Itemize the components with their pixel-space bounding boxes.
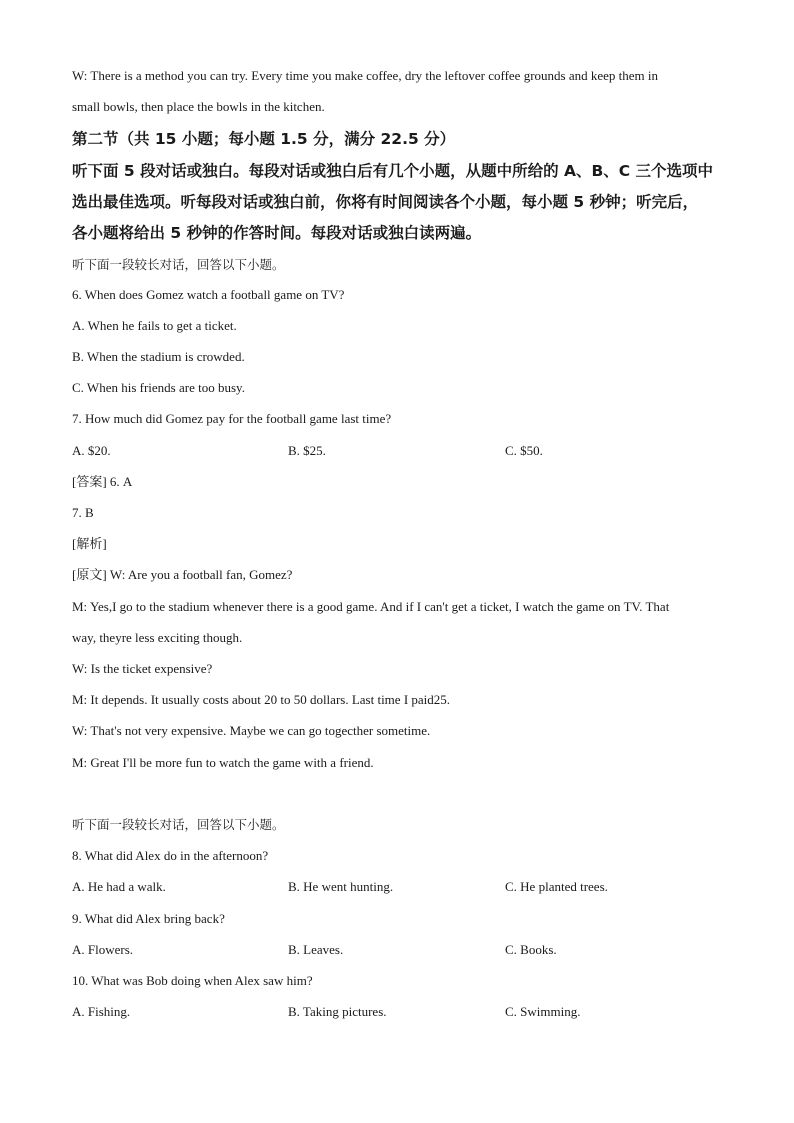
question-8-option-b: B. He went hunting. — [288, 879, 394, 894]
question-10-option-a: A. Fishing. — [72, 1004, 131, 1019]
question-8-option-c: C. He planted trees. — [505, 879, 608, 894]
transcript-line-7: M: Great I'll be more fun to watch the game with a friend. — [72, 755, 374, 770]
question-10-option-c: C. Swimming. — [505, 1004, 581, 1019]
question-8: 8. What did Alex do in the afternoon? — [72, 848, 269, 863]
question-7-option-a: A. $20. — [72, 443, 111, 458]
question-8-option-a: A. He had a walk. — [72, 879, 166, 894]
transcript-line-5: M: It depends. It usually costs about 20 to 50 dollars. Last time I paid25. — [72, 692, 451, 707]
question-6: 6. When does Gomez watch a football game on TV? — [72, 287, 345, 302]
question-6-option-c: C. When his friends are too busy. — [72, 380, 245, 395]
question-10: 10. What was Bob doing when Alex saw him? — [72, 973, 313, 988]
answer-6: [答案] 6. A — [72, 474, 133, 489]
question-6-option-a: A. When he fails to get a ticket. — [72, 318, 237, 333]
analysis-label: [解析] — [72, 536, 107, 551]
question-7: 7. How much did Gomez pay for the football game last time? — [72, 411, 392, 426]
question-6-option-b: B. When the stadium is crowded. — [72, 349, 245, 364]
question-7-option-c: C. $50. — [505, 443, 543, 458]
question-9-option-b: B. Leaves. — [288, 942, 344, 957]
instruction-line-1: 听下面 5 段对话或独白。每段对话或独白后有几个小题，从题中所给的 A、B、C 三个选项中 — [72, 162, 714, 180]
answer-7: 7. B — [72, 505, 94, 520]
transcript-line-2: M: Yes,I go to the stadium whenever there is a good game. And if I can't get a ticket, I watch the game on TV. That — [72, 599, 670, 614]
transcript-line-3: way, theyre less exciting though. — [72, 630, 243, 645]
question-9-option-c: C. Books. — [505, 942, 557, 957]
intro-line-2: small bowls, then place the bowls in the kitchen. — [72, 99, 325, 114]
question-9-option-a: A. Flowers. — [72, 942, 134, 957]
question-10-option-b: B. Taking pictures. — [288, 1004, 387, 1019]
instruction-line-3: 各小题将给出 5 秒钟的作答时间。每段对话或独白读两遍。 — [72, 224, 482, 242]
intro-line-1: W: There is a method you can try. Every time you make coffee, dry the leftover coffee grounds and keep them in — [72, 68, 658, 83]
transcript-line-4: W: Is the ticket expensive? — [72, 661, 213, 676]
instruction-line-2: 选出最佳选项。听每段对话或独白前，你将有时间阅读各个小题，每小题 5 秒钟；听完后， — [72, 193, 699, 211]
listen-prompt-2: 听下面一段较长对话，回答以下小题。 — [72, 817, 285, 832]
question-9: 9. What did Alex bring back? — [72, 911, 225, 926]
transcript-line-6: W: That's not very expensive. Maybe we can go togecther sometime. — [72, 723, 431, 738]
question-7-option-b: B. $25. — [288, 443, 326, 458]
section-title: 第二节（共 15 小题；每小题 1.5 分，满分 22.5 分） — [72, 130, 456, 148]
transcript-line-1: [原文] W: Are you a football fan, Gomez? — [72, 567, 293, 582]
listen-prompt: 听下面一段较长对话，回答以下小题。 — [72, 257, 285, 272]
